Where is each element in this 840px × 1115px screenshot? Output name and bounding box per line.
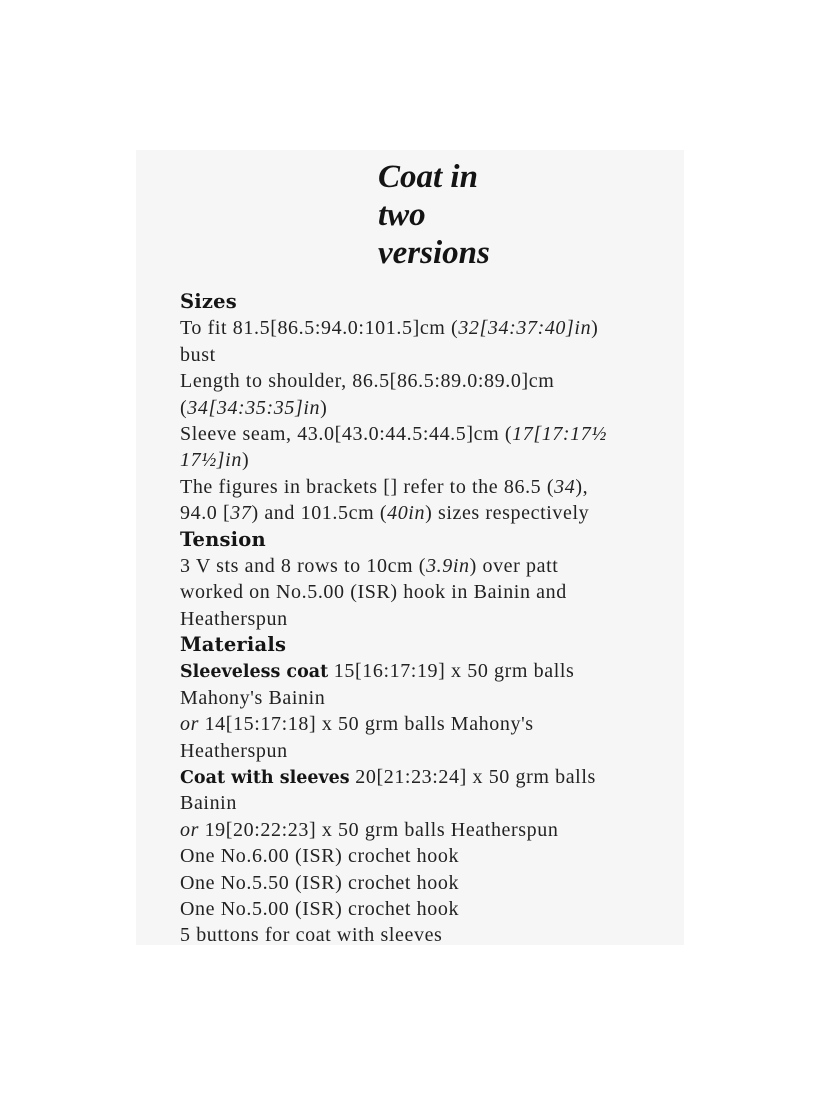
tension-line-1: 3 V sts and 8 rows to 10cm (3.9in) over patt — [180, 554, 559, 577]
sizes-heading: Sizes — [180, 290, 237, 313]
sizes-line-8: 94.0 [37) and 101.5cm (40in) sizes respectively — [180, 502, 590, 525]
tension-line-3: Heatherspun — [180, 607, 288, 630]
sizes-line-1: To fit 81.5[86.5:94.0:101.5]cm (32[34:37:40]in) — [180, 317, 599, 340]
sizes-line-2: bust — [180, 343, 216, 366]
pattern-text — [180, 289, 680, 949]
title-line-3: versions — [378, 235, 490, 271]
sizes-line-6: 17½]in) — [180, 449, 250, 472]
title-line-1: Coat in — [378, 159, 478, 195]
sleeves-label: Coat with sleeves — [180, 768, 350, 789]
sleeves-line-2: Bainin — [180, 792, 237, 815]
title-line-2: two — [378, 197, 426, 233]
sizes-line-5: Sleeve seam, 43.0[43.0:44.5:44.5]cm (17[17:17½ — [180, 422, 607, 445]
sizes-line-4: (34[34:35:35]in) — [180, 396, 328, 419]
buttons-line: 5 buttons for coat with sleeves — [180, 924, 443, 947]
tension-heading: Tension — [180, 527, 266, 551]
sleeves-or-line: or 19[20:22:23] x 50 grm balls Heatherspun — [180, 818, 559, 841]
sizes-line-7: The figures in brackets [] refer to the 86.5 (34), — [180, 475, 589, 498]
hook-line-1: One No.6.00 (ISR) crochet hook — [180, 845, 460, 868]
sleeveless-line-2: Mahony's Bainin — [180, 686, 326, 709]
sleeves-line: Coat with sleeves 20[21:23:24] x 50 grm balls — [180, 766, 596, 789]
tension-line-2: worked on No.5.00 (ISR) hook in Bainin and — [180, 581, 567, 604]
sleeveless-or-cont: Heatherspun — [180, 739, 288, 762]
sizes-line-3: Length to shoulder, 86.5[86.5:89.0:89.0]cm — [180, 370, 555, 393]
sleeveless-label: Sleeveless coat — [180, 662, 329, 683]
materials-heading: Materials — [180, 633, 287, 657]
page-title — [378, 158, 490, 272]
hook-line-2: One No.5.50 (ISR) crochet hook — [180, 871, 460, 894]
hook-line-3: One No.5.00 (ISR) crochet hook — [180, 897, 460, 920]
sleeveless-or-line: or 14[15:17:18] x 50 grm balls Mahony's — [180, 713, 534, 736]
sleeveless-line: Sleeveless coat 15[16:17:19] x 50 grm balls — [180, 660, 575, 683]
